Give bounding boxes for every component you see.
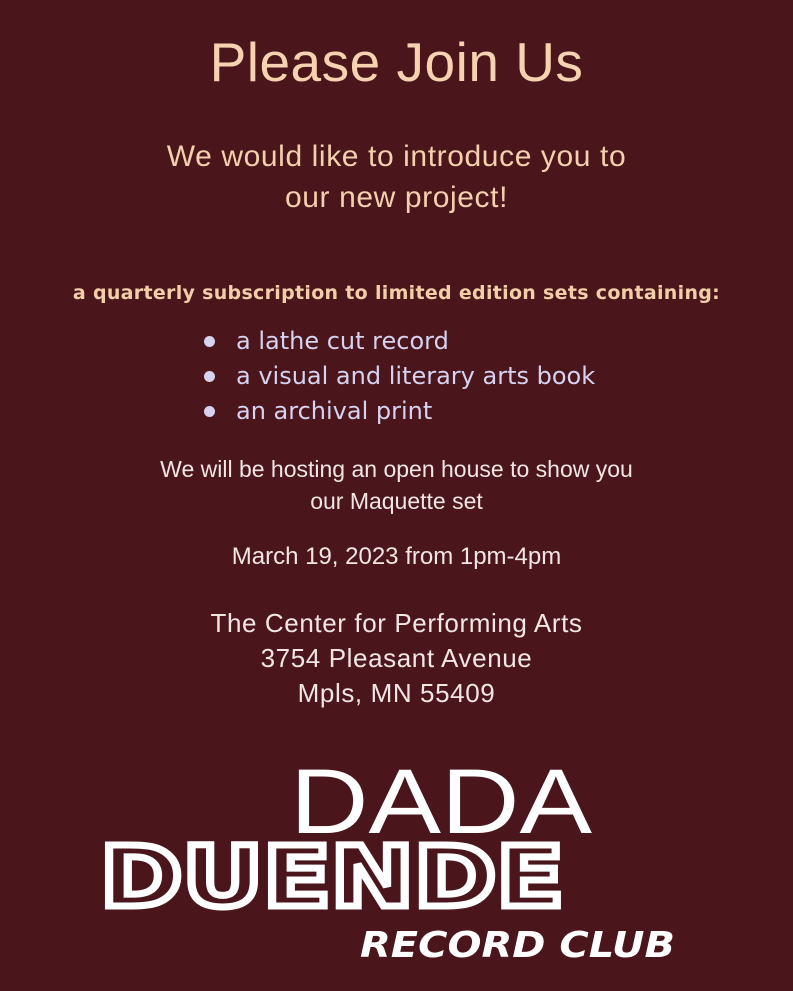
list-item <box>196 324 595 359</box>
list-item <box>196 359 595 394</box>
dada-duende-logo <box>100 757 700 982</box>
list-item-label: an archival print <box>236 397 433 425</box>
list-item-label: a visual and literary arts book <box>236 362 596 390</box>
open-house-line-1: We will be hosting an open house to show you <box>160 456 633 482</box>
bullet-icon <box>204 336 215 347</box>
logo-line-3: RECORD CLUB <box>360 925 675 966</box>
address-line-1: 3754 Pleasant Avenue <box>260 643 533 673</box>
bullet-icon <box>204 371 215 382</box>
list-item <box>196 394 595 429</box>
contents-list <box>196 324 595 429</box>
subscription-text: a quarterly subscription to limited edition sets containing: <box>72 282 721 304</box>
intro-text <box>0 136 793 218</box>
open-house-text <box>0 453 793 517</box>
intro-line-2: our new project! <box>284 181 509 214</box>
logo-line-1: DADA <box>290 757 593 853</box>
open-house-line-2: our Maquette set <box>310 488 483 514</box>
address-line-2: Mpls, MN 55409 <box>297 678 496 708</box>
intro-line-1: We would like to introduce you to <box>166 140 627 173</box>
event-date: March 19, 2023 from 1pm-4pm <box>231 543 562 570</box>
list-item-label: a lathe cut record <box>236 327 449 355</box>
logo-line-2: DUENDE <box>100 828 564 926</box>
page-title: Please Join Us <box>209 31 584 93</box>
venue-address <box>0 606 793 711</box>
venue-name: The Center for Performing Arts <box>210 608 583 638</box>
bullet-icon <box>204 406 215 417</box>
